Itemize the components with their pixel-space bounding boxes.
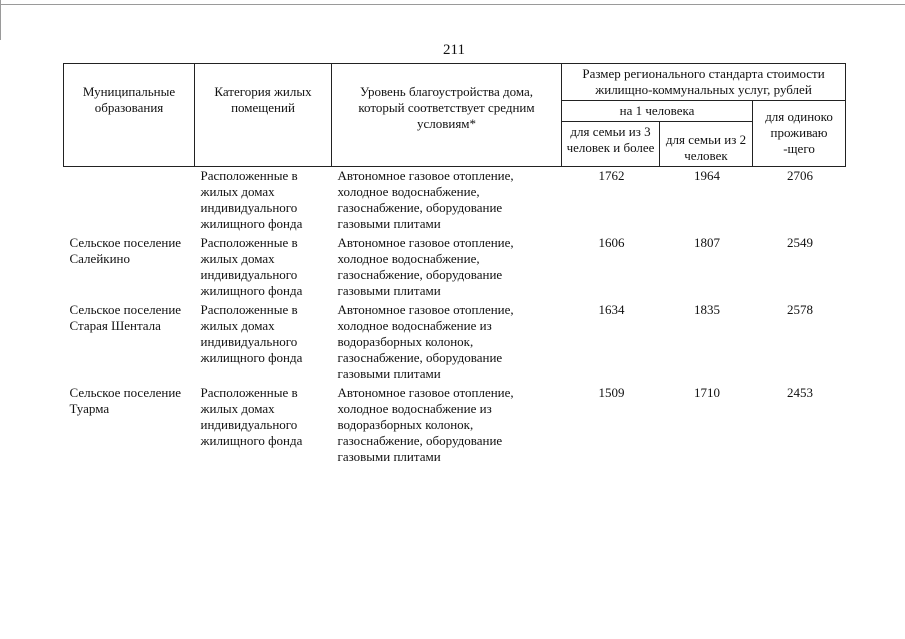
cell-municipality: Сельское поселение Туарма — [69, 385, 182, 416]
cell-family2: 1964 — [694, 168, 720, 183]
cell-category: Расположенные в жилых домах индивидуального жилищного фонда — [200, 168, 303, 231]
header-municipality: Муниципальные образования — [64, 64, 195, 167]
table-row — [64, 384, 846, 467]
cell-municipality: Сельское поселение Старая Шентала — [69, 302, 182, 333]
cell-category: Расположенные в жилых домах индивидуального жилищного фонда — [200, 302, 303, 365]
cell-municipality: Сельское поселение Салейкино — [69, 235, 182, 266]
standard-cost-table — [63, 63, 846, 467]
cell-level: Автономное газовое отопление, холодное водоснабжение, газоснабжение, оборудование газовыми плитами — [337, 235, 514, 298]
cell-family3: 1606 — [598, 235, 625, 250]
table-row — [64, 234, 846, 301]
cell-municipality — [64, 167, 195, 235]
table-row — [64, 167, 846, 235]
cell-single: 2549 — [787, 235, 814, 250]
cell-level: Автономное газовое отопление, холодное водоснабжение из водоразборных колонок, газоснабжение, оборудование газовыми плитами — [337, 302, 514, 381]
header-family3: для семьи из 3 человек и более — [562, 122, 660, 167]
cell-level: Автономное газовое отопление, холодное водоснабжение из водоразборных колонок, газоснабжение, оборудование газовыми плитами — [337, 385, 514, 464]
header-standard: Размер регионального стандарта стоимости жилищно-коммунальных услуг, рублей — [562, 64, 846, 101]
cell-single: 2578 — [787, 302, 814, 317]
cell-family3: 1762 — [598, 168, 625, 183]
header-family2: для семьи из 2 человек — [660, 122, 753, 167]
cell-level: Автономное газовое отопление, холодное водоснабжение, газоснабжение, оборудование газовыми плитами — [337, 168, 514, 231]
cell-family2: 1710 — [694, 385, 720, 400]
cell-category: Расположенные в жилых домах индивидуального жилищного фонда — [200, 385, 303, 448]
cell-family2: 1807 — [694, 235, 720, 250]
cell-family3: 1634 — [598, 302, 625, 317]
header-level: Уровень благоустройства дома, который соответствует средним условиям* — [332, 64, 562, 167]
cell-single: 2706 — [787, 168, 814, 183]
header-category: Категория жилых помещений — [195, 64, 332, 167]
cell-family3: 1509 — [598, 385, 625, 400]
header-single: для одиноко проживаю -щего — [753, 101, 846, 167]
scan-left-border — [0, 0, 1, 40]
header-per-person: на 1 человека — [562, 101, 753, 122]
cell-single: 2453 — [787, 385, 814, 400]
page-number: 211 — [443, 42, 465, 58]
scan-top-border — [0, 4, 905, 5]
cell-family2: 1835 — [694, 302, 720, 317]
table-row — [64, 301, 846, 384]
cell-category: Расположенные в жилых домах индивидуального жилищного фонда — [200, 235, 303, 298]
